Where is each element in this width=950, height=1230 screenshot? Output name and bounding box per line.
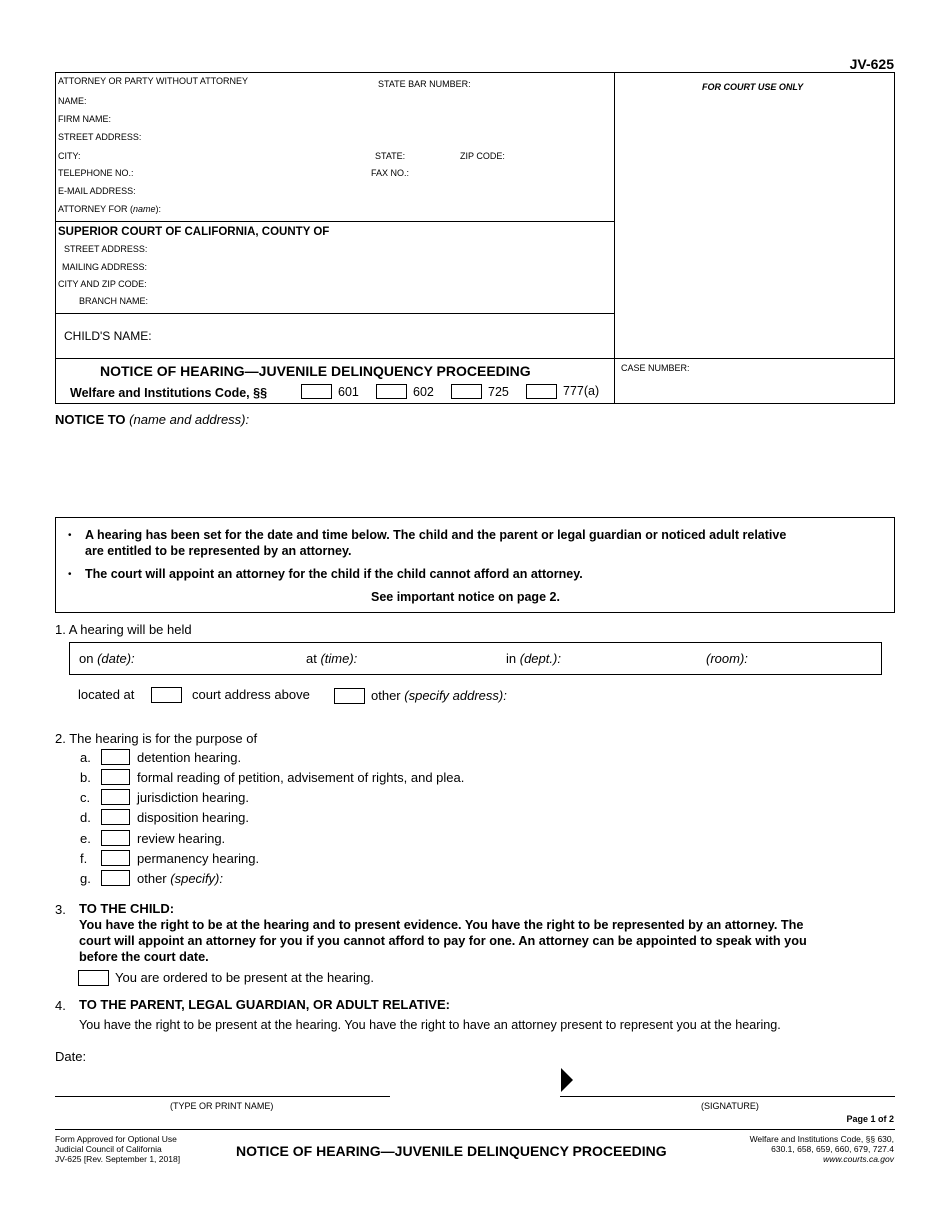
to-parent-heading: TO THE PARENT, LEGAL GUARDIAN, OR ADULT RELATIVE:	[79, 997, 450, 1012]
detention-hearing-checkbox[interactable]	[101, 749, 130, 765]
review-hearing-checkbox[interactable]	[101, 830, 130, 846]
hearing-room-field[interactable]: (room):	[706, 651, 748, 666]
fax-label: FAX NO.:	[371, 168, 410, 178]
item-1-label: 1. A hearing will be held	[55, 622, 192, 637]
ordered-present-checkbox[interactable]	[78, 970, 109, 986]
type-name-line[interactable]	[55, 1096, 390, 1097]
disposition-hearing-checkbox[interactable]	[101, 809, 130, 825]
signature-arrow-icon	[561, 1068, 575, 1092]
code-601-checkbox[interactable]	[301, 384, 332, 399]
code-label: Welfare and Institutions Code, §§	[70, 386, 268, 400]
code-777a-label: 777(a)	[563, 384, 600, 398]
bullet-1-line-2: are entitled to be represented by an attorney.	[85, 544, 352, 558]
child-rights-line-1: You have the right to be at the hearing and to present evidence. You have the right to be represented by an attorney. The	[79, 918, 804, 932]
see-notice-page-2: See important notice on page 2.	[371, 590, 560, 604]
disposition-hearing-label: disposition hearing.	[137, 810, 250, 825]
detention-hearing-label: detention hearing.	[137, 750, 242, 765]
other-address-checkbox[interactable]	[334, 688, 365, 704]
child-rights-line-3: before the court date.	[79, 950, 209, 964]
jurisdiction-hearing-checkbox[interactable]	[101, 789, 130, 805]
footer-title: NOTICE OF HEARING—JUVENILE DELINQUENCY PROCEEDING	[236, 1143, 667, 1159]
other-hearing-checkbox[interactable]	[101, 870, 130, 886]
page-number: Page 1 of 2	[846, 1114, 894, 1124]
bullet-1-line-1: A hearing has been set for the date and time below. The child and the parent or legal guardian or noticed adult relative	[85, 528, 787, 542]
telephone-label: TELEPHONE NO.:	[58, 168, 134, 178]
court-city-zip-label: CITY AND ZIP CODE:	[58, 279, 147, 289]
court-branch-label: BRANCH NAME:	[79, 296, 149, 306]
code-602-checkbox[interactable]	[376, 384, 407, 399]
zip-label: ZIP CODE:	[460, 151, 505, 161]
form-number: JV-625	[849, 56, 894, 72]
item-2-label: 2. The hearing is for the purpose of	[55, 731, 258, 746]
signature-line[interactable]	[560, 1096, 895, 1097]
code-725-label: 725	[488, 385, 509, 399]
formal-reading-checkbox[interactable]	[101, 769, 130, 785]
permanency-hearing-label: permanency hearing.	[137, 851, 260, 866]
caption-box	[55, 72, 895, 404]
formal-reading-label: formal reading of petition, advisement of rights, and plea.	[137, 770, 465, 785]
footer-right: Welfare and Institutions Code, §§ 630, 630.1, 658, 659, 660, 679, 727.4 www.courts.ca.gov	[749, 1134, 894, 1164]
name-label: NAME:	[58, 96, 87, 106]
hearing-dept-field[interactable]: in (dept.):	[506, 651, 561, 666]
state-bar-label: STATE BAR NUMBER:	[378, 79, 471, 89]
child-name-label: CHILD'S NAME:	[64, 329, 152, 343]
footer-left: Form Approved for Optional Use Judicial Council of California JV-625 [Rev. September 1, 2018]	[55, 1134, 181, 1164]
court-address-above-label: court address above	[192, 687, 310, 702]
attorney-label: ATTORNEY OR PARTY WITHOUT ATTORNEY	[58, 76, 249, 86]
court-title: SUPERIOR COURT OF CALIFORNIA, COUNTY OF	[58, 226, 330, 238]
date-label: Date:	[55, 1049, 87, 1064]
for-court-use-label: FOR COURT USE ONLY	[702, 82, 804, 92]
located-at-label: located at	[78, 687, 135, 702]
hearing-date-field[interactable]: on (date):	[79, 651, 135, 666]
city-label: CITY:	[58, 151, 81, 161]
notice-to-label: NOTICE TO (name and address):	[55, 412, 250, 427]
email-label: E-MAIL ADDRESS:	[58, 186, 136, 196]
type-name-caption: (TYPE OR PRINT NAME)	[170, 1101, 274, 1111]
code-777a-checkbox[interactable]	[526, 384, 557, 399]
firm-name-label: FIRM NAME:	[58, 114, 111, 124]
court-mailing-label: MAILING ADDRESS:	[62, 262, 148, 272]
code-725-checkbox[interactable]	[451, 384, 482, 399]
permanency-hearing-checkbox[interactable]	[101, 850, 130, 866]
court-address-above-checkbox[interactable]	[151, 687, 182, 703]
court-street-label: STREET ADDRESS:	[64, 244, 148, 254]
signature-caption: (SIGNATURE)	[701, 1101, 759, 1111]
child-rights-line-2: court will appoint an attorney for you if you cannot afford to pay for one. An attorney can be appointed to speak with you	[79, 934, 807, 948]
code-601-label: 601	[338, 385, 359, 399]
code-602-label: 602	[413, 385, 434, 399]
street-address-label: STREET ADDRESS:	[58, 132, 142, 142]
other-hearing-label: other (specify):	[137, 871, 223, 886]
to-the-child-heading: TO THE CHILD:	[79, 901, 175, 916]
state-label: STATE:	[375, 151, 406, 161]
bullet-2: The court will appoint an attorney for the child if the child cannot afford an attorney.	[85, 567, 583, 581]
attorney-for-label: ATTORNEY FOR (name):	[58, 204, 162, 214]
form-title: NOTICE OF HEARING—JUVENILE DELINQUENCY PROCEEDING	[100, 363, 531, 379]
case-number-label: CASE NUMBER:	[621, 363, 690, 373]
ordered-present-label: You are ordered to be present at the hearing.	[115, 970, 374, 985]
hearing-time-field[interactable]: at (time):	[306, 651, 358, 666]
review-hearing-label: review hearing.	[137, 831, 226, 846]
other-address-label: other (specify address):	[371, 688, 507, 703]
hearing-details-box	[69, 642, 882, 675]
parent-rights-text: You have the right to be present at the hearing. You have the right to have an attorney present to represent you at the hearing.	[79, 1018, 781, 1032]
jurisdiction-hearing-label: jurisdiction hearing.	[137, 790, 250, 805]
